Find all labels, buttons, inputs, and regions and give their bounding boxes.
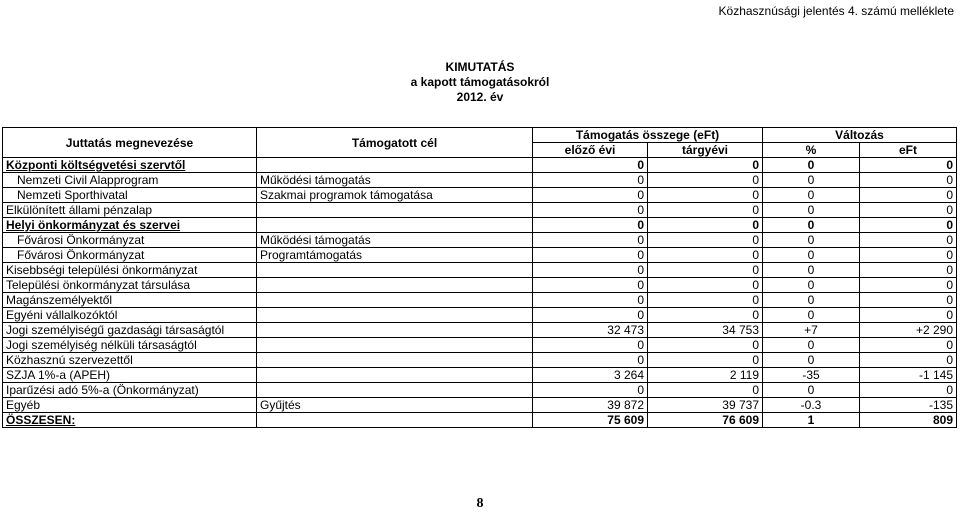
row-prev-value: 0 bbox=[533, 248, 648, 263]
row-curr-value: 0 bbox=[648, 383, 763, 398]
row-name-cell: Települési önkormányzat társulása bbox=[3, 278, 257, 293]
row-curr-value: 0 bbox=[648, 158, 763, 173]
row-goal-cell: Szakmai programok támogatása bbox=[257, 188, 533, 203]
row-change-eft: 0 bbox=[860, 383, 957, 398]
row-name-cell: Egyéb bbox=[3, 398, 257, 413]
row-change-eft: 0 bbox=[860, 278, 957, 293]
row-name-cell: Központi költségvetési szervtől bbox=[3, 158, 257, 173]
col-header-goal: Támogatott cél bbox=[257, 128, 533, 158]
row-name-cell: Iparűzési adó 5%-a (Önkormányzat) bbox=[3, 383, 257, 398]
row-name-cell: Nemzeti Civil Alapprogram bbox=[3, 173, 257, 188]
row-curr-value: 0 bbox=[648, 188, 763, 203]
row-curr-value: 0 bbox=[648, 293, 763, 308]
row-prev-value: 32 473 bbox=[533, 323, 648, 338]
row-name-cell: Jogi személyiségű gazdasági társaságtól bbox=[3, 323, 257, 338]
row-goal-cell bbox=[257, 353, 533, 368]
row-change-pct: 0 bbox=[763, 353, 860, 368]
row-change-pct: 0 bbox=[763, 308, 860, 323]
table-row bbox=[3, 233, 957, 248]
row-curr-value: 0 bbox=[648, 308, 763, 323]
row-change-pct: 0 bbox=[763, 173, 860, 188]
row-change-pct: 0 bbox=[763, 338, 860, 353]
row-prev-value: 0 bbox=[533, 173, 648, 188]
row-goal-cell bbox=[257, 368, 533, 383]
row-prev-value: 0 bbox=[533, 263, 648, 278]
row-change-pct: 0 bbox=[763, 218, 860, 233]
row-name-cell: Közhasznú szervezettől bbox=[3, 353, 257, 368]
row-goal-cell bbox=[257, 158, 533, 173]
row-prev-value: 0 bbox=[533, 353, 648, 368]
row-change-pct: 0 bbox=[763, 158, 860, 173]
row-goal-cell bbox=[257, 263, 533, 278]
row-name-cell: Jogi személyiség nélküli társaságtól bbox=[3, 338, 257, 353]
row-curr-value: 0 bbox=[648, 233, 763, 248]
table-row bbox=[3, 248, 957, 263]
row-curr-value: 0 bbox=[648, 263, 763, 278]
col-header-amount: Támogatás összege (eFt) bbox=[533, 128, 763, 143]
table-row bbox=[3, 353, 957, 368]
row-change-eft: 809 bbox=[860, 413, 957, 428]
row-change-eft: -135 bbox=[860, 398, 957, 413]
row-goal-cell bbox=[257, 323, 533, 338]
row-change-eft: 0 bbox=[860, 293, 957, 308]
table-row bbox=[3, 413, 957, 428]
row-change-pct: 0 bbox=[763, 263, 860, 278]
row-prev-value: 0 bbox=[533, 158, 648, 173]
col-header-curr: tárgyévi bbox=[648, 143, 763, 158]
row-prev-value: 0 bbox=[533, 278, 648, 293]
row-change-pct: +7 bbox=[763, 323, 860, 338]
row-change-eft: 0 bbox=[860, 218, 957, 233]
col-header-name: Juttatás megnevezése bbox=[3, 128, 257, 158]
row-goal-cell: Működési támogatás bbox=[257, 233, 533, 248]
col-header-pct: % bbox=[763, 143, 860, 158]
row-prev-value: 0 bbox=[533, 293, 648, 308]
col-header-change: Változás bbox=[763, 128, 957, 143]
row-goal-cell bbox=[257, 218, 533, 233]
table-row bbox=[3, 293, 957, 308]
row-change-pct: 1 bbox=[763, 413, 860, 428]
row-curr-value: 0 bbox=[648, 218, 763, 233]
row-prev-value: 0 bbox=[533, 188, 648, 203]
grants-table bbox=[2, 127, 957, 428]
title-line-3: 2012. év bbox=[456, 90, 504, 104]
row-curr-value: 0 bbox=[648, 173, 763, 188]
table-row bbox=[3, 308, 957, 323]
row-change-pct: 0 bbox=[763, 293, 860, 308]
row-prev-value: 39 872 bbox=[533, 398, 648, 413]
row-goal-cell bbox=[257, 413, 533, 428]
row-curr-value: 39 737 bbox=[648, 398, 763, 413]
table-row bbox=[3, 218, 957, 233]
title-line-1: KIMUTATÁS bbox=[445, 60, 515, 74]
row-goal-cell bbox=[257, 278, 533, 293]
row-curr-value: 0 bbox=[648, 353, 763, 368]
row-curr-value: 0 bbox=[648, 203, 763, 218]
title-line-2: a kapott támogatásokról bbox=[410, 75, 550, 89]
row-change-pct: 0 bbox=[763, 188, 860, 203]
col-header-prev: előző évi bbox=[533, 143, 648, 158]
row-change-eft: 0 bbox=[860, 173, 957, 188]
row-change-pct: 0 bbox=[763, 233, 860, 248]
row-change-eft: +2 290 bbox=[860, 323, 957, 338]
table-row bbox=[3, 188, 957, 203]
row-goal-cell: Működési támogatás bbox=[257, 173, 533, 188]
row-curr-value: 2 119 bbox=[648, 368, 763, 383]
row-curr-value: 0 bbox=[648, 248, 763, 263]
row-change-eft: 0 bbox=[860, 158, 957, 173]
row-curr-value: 34 753 bbox=[648, 323, 763, 338]
document-header-note: Közhasznúsági jelentés 4. számú melléklete bbox=[718, 4, 954, 18]
col-header-eft: eFt bbox=[860, 143, 957, 158]
row-curr-value: 0 bbox=[648, 338, 763, 353]
row-change-eft: 0 bbox=[860, 233, 957, 248]
row-prev-value: 0 bbox=[533, 203, 648, 218]
table-row bbox=[3, 173, 957, 188]
row-name-cell: Elkülönített állami pénzalap bbox=[3, 203, 257, 218]
row-change-eft: 0 bbox=[860, 353, 957, 368]
row-prev-value: 0 bbox=[533, 308, 648, 323]
row-goal-cell bbox=[257, 383, 533, 398]
row-change-pct: 0 bbox=[763, 383, 860, 398]
row-name-cell: Nemzeti Sporthivatal bbox=[3, 188, 257, 203]
row-change-eft: 0 bbox=[860, 188, 957, 203]
row-goal-cell bbox=[257, 338, 533, 353]
table-row bbox=[3, 203, 957, 218]
row-change-eft: -1 145 bbox=[860, 368, 957, 383]
row-prev-value: 0 bbox=[533, 233, 648, 248]
table-row bbox=[3, 383, 957, 398]
row-curr-value: 76 609 bbox=[648, 413, 763, 428]
row-name-cell: ÖSSZESEN: bbox=[3, 413, 257, 428]
document-title bbox=[0, 60, 960, 105]
row-goal-cell bbox=[257, 293, 533, 308]
row-change-pct: 0 bbox=[763, 248, 860, 263]
row-goal-cell: Gyűjtés bbox=[257, 398, 533, 413]
table-row bbox=[3, 398, 957, 413]
row-prev-value: 3 264 bbox=[533, 368, 648, 383]
row-change-pct: -35 bbox=[763, 368, 860, 383]
row-name-cell: Fővárosi Önkormányzat bbox=[3, 233, 257, 248]
row-goal-cell: Programtámogatás bbox=[257, 248, 533, 263]
row-change-eft: 0 bbox=[860, 338, 957, 353]
row-change-eft: 0 bbox=[860, 308, 957, 323]
row-name-cell: Egyéni vállalkozóktól bbox=[3, 308, 257, 323]
row-change-eft: 0 bbox=[860, 203, 957, 218]
table-row bbox=[3, 278, 957, 293]
row-change-eft: 0 bbox=[860, 248, 957, 263]
row-goal-cell bbox=[257, 203, 533, 218]
row-name-cell: Helyi önkormányzat és szervei bbox=[3, 218, 257, 233]
row-name-cell: Kisebbségi települési önkormányzat bbox=[3, 263, 257, 278]
row-name-cell: Magánszemélyektől bbox=[3, 293, 257, 308]
table-row bbox=[3, 263, 957, 278]
row-prev-value: 75 609 bbox=[533, 413, 648, 428]
row-curr-value: 0 bbox=[648, 278, 763, 293]
row-prev-value: 0 bbox=[533, 218, 648, 233]
table-row bbox=[3, 323, 957, 338]
row-change-pct: -0.3 bbox=[763, 398, 860, 413]
row-change-pct: 0 bbox=[763, 203, 860, 218]
row-prev-value: 0 bbox=[533, 383, 648, 398]
table-row bbox=[3, 368, 957, 383]
row-prev-value: 0 bbox=[533, 338, 648, 353]
table-row bbox=[3, 158, 957, 173]
row-name-cell: Fővárosi Önkormányzat bbox=[3, 248, 257, 263]
grants-table-body bbox=[3, 158, 957, 428]
page-number: 8 bbox=[476, 496, 484, 511]
row-change-pct: 0 bbox=[763, 278, 860, 293]
table-row bbox=[3, 338, 957, 353]
row-name-cell: SZJA 1%-a (APEH) bbox=[3, 368, 257, 383]
row-goal-cell bbox=[257, 308, 533, 323]
row-change-eft: 0 bbox=[860, 263, 957, 278]
